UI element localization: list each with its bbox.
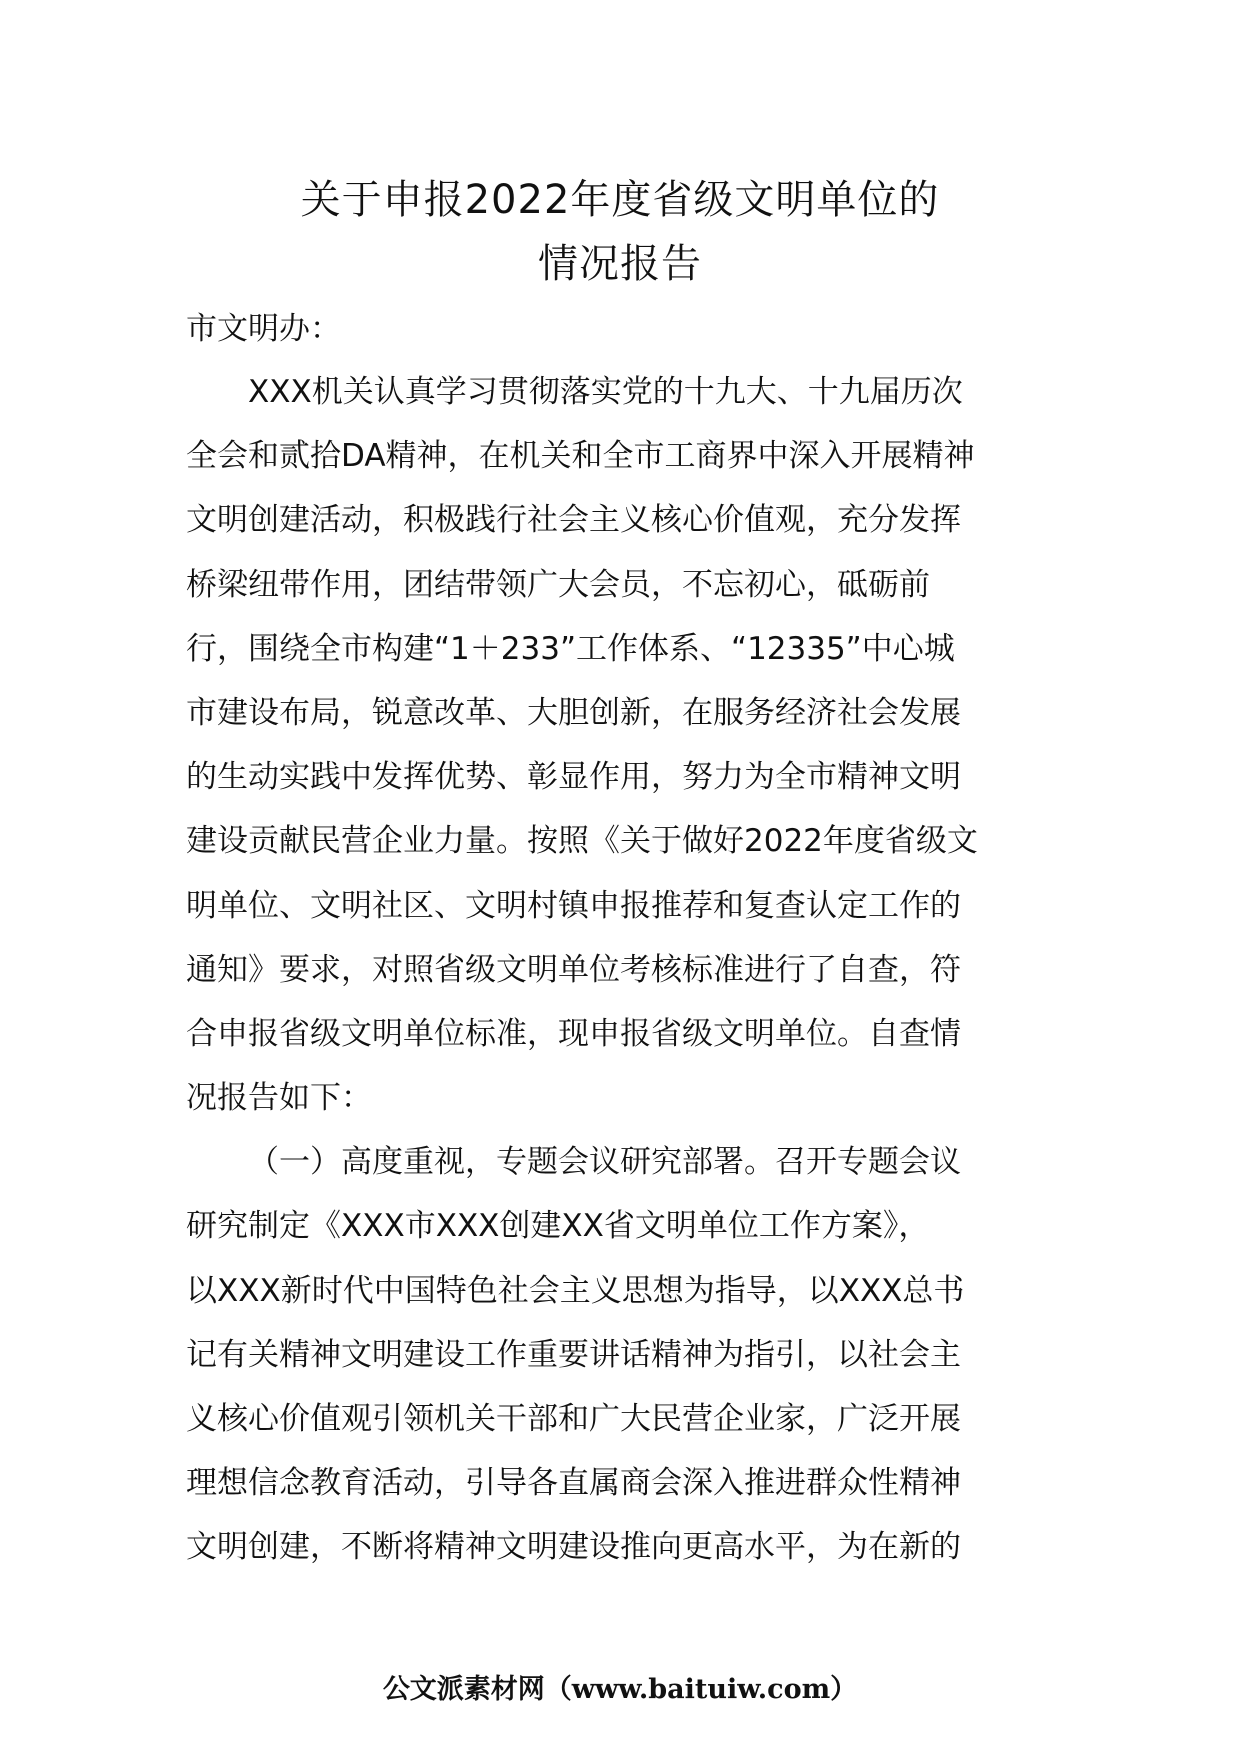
body-line: 合申报省级文明单位标准，现申报省级文明单位。自查情 [186,1015,961,1052]
body-line: 文明创建，不断将精神文明建设推向更高水平，为在新的 [186,1529,961,1566]
body-line: 记有关精神文明建设工作重要讲话精神为指引，以社会主 [186,1336,961,1373]
body-line: 市建设布局，锐意改革、大胆创新，在服务经济社会发展 [186,694,961,731]
section-heading-line: （一）高度重视，专题会议研究部署。召开专题会议 [248,1144,961,1181]
document-title-line-1: 关于申报2022年度省级文明单位的 [300,177,940,223]
body-line: 通知》要求，对照省级文明单位考核标准进行了自查，符 [186,951,961,988]
body-line: XXX机关认真学习贯彻落实党的十九大、十九届历次 [248,374,963,410]
body-line: 文明创建活动，积极践行社会主义核心价值观，充分发挥 [186,502,961,539]
body-line: 桥梁纽带作用，团结带领广大会员，不忘初心，砥砺前 [186,566,930,603]
body-line: 明单位、文明社区、文明村镇申报推荐和复查认定工作的 [186,887,961,924]
document-body [186,360,1052,1580]
body-line: 的生动实践中发挥优势、彰显作用，努力为全市精神文明 [186,759,961,796]
body-line: 全会和贰拾DA精神，在机关和全市工商界中深入开展精神 [186,438,975,475]
salutation: 市文明办： [186,311,341,347]
footer-watermark: 公文派素材网（www.baituiw.com） [382,1674,858,1705]
body-line: 行，围绕全市构建“1＋233”工作体系、“12335”中心城 [186,630,955,667]
body-line: 义核心价值观引领机关干部和广大民营企业家，广泛开展 [186,1401,961,1437]
body-line: 以XXX新时代中国特色社会主义思想为指导，以XXX总书 [186,1272,965,1309]
body-line: 理想信念教育活动，引导各直属商会深入推进群众性精神 [186,1465,961,1502]
body-line: 建设贡献民营企业力量。按照《关于做好2022年度省级文 [186,823,978,860]
body-line: 况报告如下： [186,1080,372,1117]
document-title-line-2: 情况报告 [538,241,702,287]
body-line: 研究制定《XXX市XXX创建XX省文明单位工作方案》， [186,1208,930,1245]
